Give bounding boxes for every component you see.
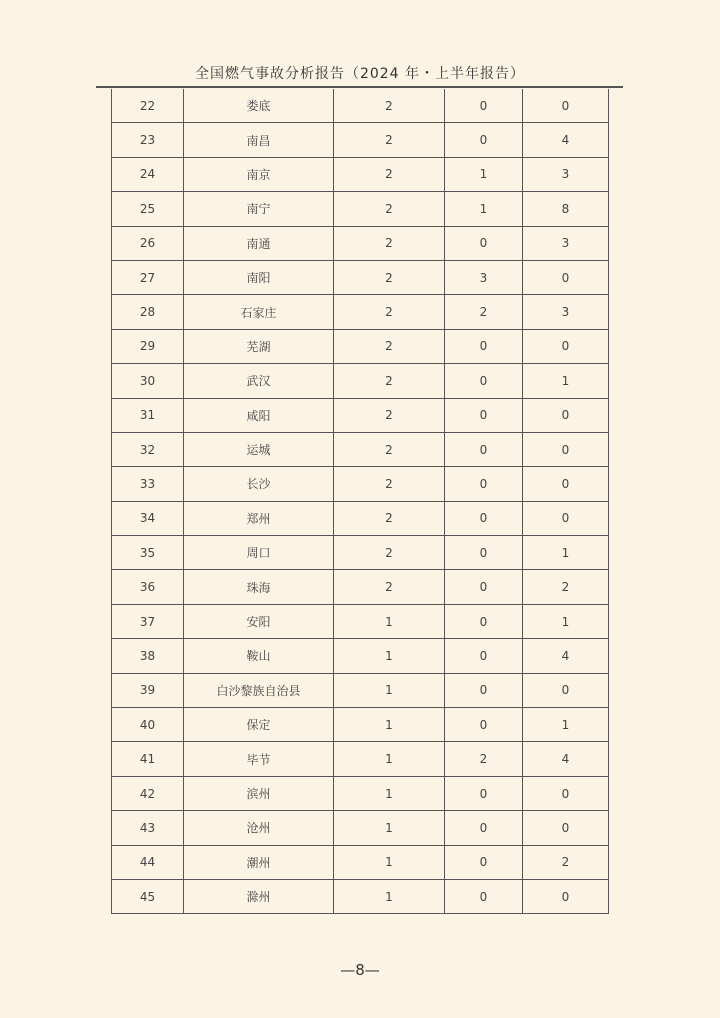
- death-count-cell: 0: [445, 811, 523, 845]
- rank-cell: 43: [112, 811, 184, 845]
- accident-count-cell: 2: [334, 467, 445, 501]
- injury-count-cell: 4: [523, 639, 609, 673]
- rank-cell: 24: [112, 157, 184, 191]
- rank-cell: 36: [112, 570, 184, 604]
- page-number: —8—: [340, 961, 380, 979]
- injury-count-cell: 4: [523, 742, 609, 776]
- table-row: [112, 329, 609, 363]
- injury-count-cell: 4: [523, 123, 609, 157]
- injury-count-cell: 0: [523, 879, 609, 913]
- table-row: [112, 536, 609, 570]
- injury-count-cell: 1: [523, 708, 609, 742]
- accident-count-cell: 1: [334, 742, 445, 776]
- city-cell: 滨州: [184, 776, 334, 810]
- rank-cell: 30: [112, 364, 184, 398]
- rank-cell: 39: [112, 673, 184, 707]
- table-row: [112, 467, 609, 501]
- city-cell: 南通: [184, 226, 334, 260]
- accident-count-cell: 1: [334, 879, 445, 913]
- city-cell: 娄底: [184, 89, 334, 123]
- rank-cell: 33: [112, 467, 184, 501]
- table-row: [112, 295, 609, 329]
- death-count-cell: 0: [445, 467, 523, 501]
- injury-count-cell: 0: [523, 89, 609, 123]
- accident-count-cell: 1: [334, 604, 445, 638]
- injury-count-cell: 0: [523, 260, 609, 294]
- accident-count-cell: 2: [334, 329, 445, 363]
- injury-count-cell: 1: [523, 536, 609, 570]
- accident-count-cell: 1: [334, 708, 445, 742]
- table-row: [112, 89, 609, 123]
- rank-cell: 45: [112, 879, 184, 913]
- table-row: [112, 123, 609, 157]
- city-cell: 毕节: [184, 742, 334, 776]
- table-row: [112, 398, 609, 432]
- table-row: [112, 845, 609, 879]
- table-row: [112, 226, 609, 260]
- table-body: [112, 89, 609, 914]
- page-header-title: 全国燃气事故分析报告（2024 年・上半年报告）: [194, 66, 526, 82]
- injury-count-cell: 0: [523, 329, 609, 363]
- table-row: [112, 879, 609, 913]
- rank-cell: 31: [112, 398, 184, 432]
- death-count-cell: 0: [445, 776, 523, 810]
- rank-cell: 38: [112, 639, 184, 673]
- table-row: [112, 260, 609, 294]
- city-cell: 长沙: [184, 467, 334, 501]
- table-row: [112, 776, 609, 810]
- table-row: [112, 432, 609, 466]
- accident-count-cell: 2: [334, 536, 445, 570]
- death-count-cell: 0: [445, 845, 523, 879]
- rank-cell: 41: [112, 742, 184, 776]
- death-count-cell: 0: [445, 604, 523, 638]
- injury-count-cell: 0: [523, 811, 609, 845]
- accident-count-cell: 1: [334, 845, 445, 879]
- death-count-cell: 0: [445, 570, 523, 604]
- accident-count-cell: 2: [334, 89, 445, 123]
- city-cell: 石家庄: [184, 295, 334, 329]
- death-count-cell: 0: [445, 329, 523, 363]
- injury-count-cell: 3: [523, 295, 609, 329]
- death-count-cell: 0: [445, 364, 523, 398]
- table-row: [112, 811, 609, 845]
- death-count-cell: 2: [445, 742, 523, 776]
- table-row: [112, 570, 609, 604]
- header-divider: [96, 86, 623, 88]
- death-count-cell: 1: [445, 157, 523, 191]
- rank-cell: 29: [112, 329, 184, 363]
- city-cell: 芜湖: [184, 329, 334, 363]
- injury-count-cell: 2: [523, 845, 609, 879]
- death-count-cell: 1: [445, 192, 523, 226]
- city-cell: 珠海: [184, 570, 334, 604]
- city-cell: 郑州: [184, 501, 334, 535]
- city-cell: 滁州: [184, 879, 334, 913]
- death-count-cell: 0: [445, 501, 523, 535]
- injury-count-cell: 3: [523, 226, 609, 260]
- injury-count-cell: 1: [523, 364, 609, 398]
- injury-count-cell: 8: [523, 192, 609, 226]
- rank-cell: 34: [112, 501, 184, 535]
- rank-cell: 27: [112, 260, 184, 294]
- death-count-cell: 0: [445, 879, 523, 913]
- accident-count-cell: 1: [334, 776, 445, 810]
- table-row: [112, 501, 609, 535]
- table-row: [112, 604, 609, 638]
- injury-count-cell: 3: [523, 157, 609, 191]
- accident-count-cell: 1: [334, 673, 445, 707]
- city-cell: 运城: [184, 432, 334, 466]
- table-row: [112, 742, 609, 776]
- injury-count-cell: 0: [523, 398, 609, 432]
- city-cell: 保定: [184, 708, 334, 742]
- city-cell: 南宁: [184, 192, 334, 226]
- city-cell: 周口: [184, 536, 334, 570]
- rank-cell: 32: [112, 432, 184, 466]
- accident-count-cell: 1: [334, 639, 445, 673]
- city-cell: 南京: [184, 157, 334, 191]
- injury-count-cell: 1: [523, 604, 609, 638]
- table-row: [112, 157, 609, 191]
- death-count-cell: 3: [445, 260, 523, 294]
- accident-count-cell: 2: [334, 432, 445, 466]
- death-count-cell: 0: [445, 536, 523, 570]
- death-count-cell: 0: [445, 123, 523, 157]
- accident-count-cell: 2: [334, 570, 445, 604]
- rank-cell: 35: [112, 536, 184, 570]
- death-count-cell: 0: [445, 226, 523, 260]
- accident-count-cell: 2: [334, 192, 445, 226]
- rank-cell: 44: [112, 845, 184, 879]
- death-count-cell: 0: [445, 639, 523, 673]
- rank-cell: 25: [112, 192, 184, 226]
- city-cell: 南阳: [184, 260, 334, 294]
- accident-count-cell: 2: [334, 501, 445, 535]
- injury-count-cell: 0: [523, 467, 609, 501]
- injury-count-cell: 0: [523, 432, 609, 466]
- accident-count-cell: 1: [334, 811, 445, 845]
- city-cell: 安阳: [184, 604, 334, 638]
- city-cell: 咸阳: [184, 398, 334, 432]
- accident-count-cell: 2: [334, 123, 445, 157]
- injury-count-cell: 0: [523, 501, 609, 535]
- table-row: [112, 364, 609, 398]
- death-count-cell: 0: [445, 432, 523, 466]
- injury-count-cell: 2: [523, 570, 609, 604]
- death-count-cell: 0: [445, 708, 523, 742]
- table-row: [112, 673, 609, 707]
- accident-count-cell: 2: [334, 398, 445, 432]
- table-row: [112, 639, 609, 673]
- city-cell: 潮州: [184, 845, 334, 879]
- rank-cell: 23: [112, 123, 184, 157]
- city-cell: 武汉: [184, 364, 334, 398]
- rank-cell: 37: [112, 604, 184, 638]
- table-row: [112, 708, 609, 742]
- city-cell: 白沙黎族自治县: [184, 673, 334, 707]
- rank-cell: 28: [112, 295, 184, 329]
- city-accident-table: [111, 89, 609, 914]
- rank-cell: 40: [112, 708, 184, 742]
- death-count-cell: 0: [445, 398, 523, 432]
- injury-count-cell: 0: [523, 776, 609, 810]
- city-cell: 沧州: [184, 811, 334, 845]
- injury-count-cell: 0: [523, 673, 609, 707]
- accident-count-cell: 2: [334, 226, 445, 260]
- city-cell: 鞍山: [184, 639, 334, 673]
- accident-count-cell: 2: [334, 260, 445, 294]
- rank-cell: 26: [112, 226, 184, 260]
- death-count-cell: 0: [445, 673, 523, 707]
- accident-count-cell: 2: [334, 157, 445, 191]
- death-count-cell: 2: [445, 295, 523, 329]
- death-count-cell: 0: [445, 89, 523, 123]
- rank-cell: 42: [112, 776, 184, 810]
- table-row: [112, 192, 609, 226]
- city-cell: 南昌: [184, 123, 334, 157]
- accident-count-cell: 2: [334, 295, 445, 329]
- rank-cell: 22: [112, 89, 184, 123]
- accident-count-cell: 2: [334, 364, 445, 398]
